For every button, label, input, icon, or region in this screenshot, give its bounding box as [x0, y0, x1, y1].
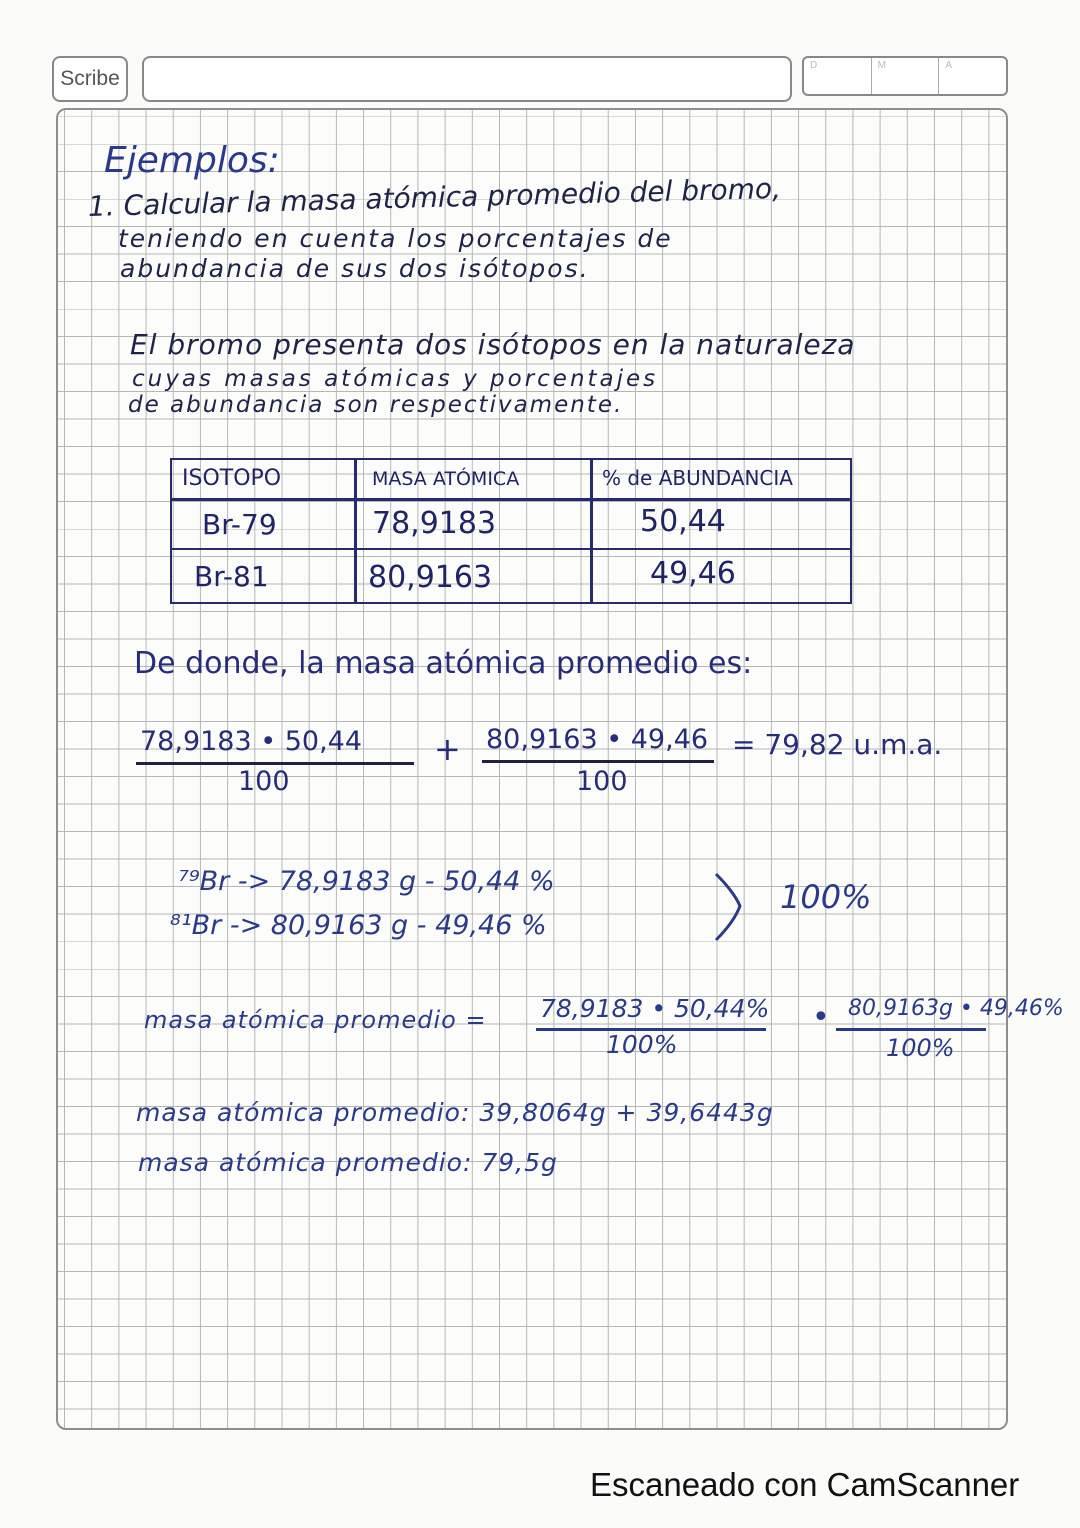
- intro-line-1: El bromo presenta dos isótopos en la naturaleza: [130, 328, 856, 361]
- date-field: [802, 56, 1008, 96]
- intro-line-2: cuyas masas atómicas y porcentajes: [132, 366, 659, 392]
- date-year-label: A: [945, 60, 953, 71]
- isotope-line-79: ⁷⁹Br -> 78,9183 g - 50,44 %: [178, 866, 555, 897]
- table-header-divider: [172, 498, 850, 501]
- intro-line-3: de abundancia son respectivamente.: [128, 392, 624, 418]
- avg-formula-bar-2: [836, 1028, 986, 1031]
- avg-formula-dot: •: [812, 1000, 830, 1035]
- scribe-logo: Scribe: [52, 56, 128, 102]
- problem-line-3: abundancia de sus dos isótopos.: [120, 254, 590, 283]
- table-col-divider-2: [590, 460, 593, 602]
- problem-line-1: 1. Calcular la masa atómica promedio del bromo,: [87, 171, 782, 223]
- equation-denominator-1: 100: [238, 766, 290, 797]
- equation-plus: +: [434, 730, 461, 768]
- brace-icon: [710, 866, 750, 946]
- grid-paper: [56, 108, 1064, 1430]
- table-cell-isotope-2: Br-81: [194, 560, 269, 593]
- brace-total: 100%: [780, 878, 872, 916]
- heading: Ejemplos:: [104, 140, 280, 181]
- table-row-divider: [172, 548, 850, 550]
- equation-numerator-2: 80,9163 • 49,46: [486, 724, 709, 755]
- avg-formula-label: masa atómica promedio =: [144, 1006, 487, 1034]
- isotope-table: [170, 458, 852, 604]
- equation-fraction-bar-1: [136, 762, 414, 765]
- table-cell-abundance-1: 50,44: [640, 504, 726, 539]
- isotope-line-81: ⁸¹Br -> 80,9163 g - 49,46 %: [170, 910, 547, 941]
- avg-result-line-2: masa atómica promedio: 79,5g: [138, 1148, 558, 1177]
- title-field: [142, 56, 792, 102]
- table-header-isotope: ISOTOPO: [182, 466, 282, 491]
- avg-formula-denominator-2: 100%: [886, 1034, 955, 1062]
- table-cell-abundance-2: 49,46: [650, 556, 736, 591]
- avg-result-line-1: masa atómica promedio: 39,8064g + 39,6443g: [136, 1098, 774, 1127]
- camscanner-watermark: Escaneado con CamScanner: [590, 1466, 1020, 1503]
- equation-numerator-1: 78,9183 • 50,44: [140, 726, 363, 757]
- table-cell-mass-1: 78,9183: [372, 506, 497, 541]
- equation-fraction-bar-2: [482, 760, 714, 763]
- date-day-label: D: [804, 58, 872, 94]
- table-col-divider-1: [354, 460, 357, 602]
- avg-formula-numerator-2: 80,9163g • 49,46%: [848, 996, 1064, 1021]
- equation-denominator-2: 100: [576, 766, 628, 797]
- equation-result: = 79,82 u.m.a.: [732, 728, 943, 761]
- avg-formula-denominator-1: 100%: [606, 1030, 678, 1059]
- table-header-abundance: % de ABUNDANCIA: [602, 466, 793, 490]
- result-intro: De donde, la masa atómica promedio es:: [134, 646, 753, 681]
- table-header-mass: MASA ATÓMICA: [372, 468, 520, 490]
- date-month-label: M: [872, 58, 940, 94]
- problem-line-2: teniendo en cuenta los porcentajes de: [118, 224, 673, 253]
- avg-formula-numerator-1: 78,9183 • 50,44%: [540, 994, 770, 1023]
- table-cell-isotope-1: Br-79: [202, 508, 277, 541]
- table-cell-mass-2: 80,9163: [368, 560, 493, 595]
